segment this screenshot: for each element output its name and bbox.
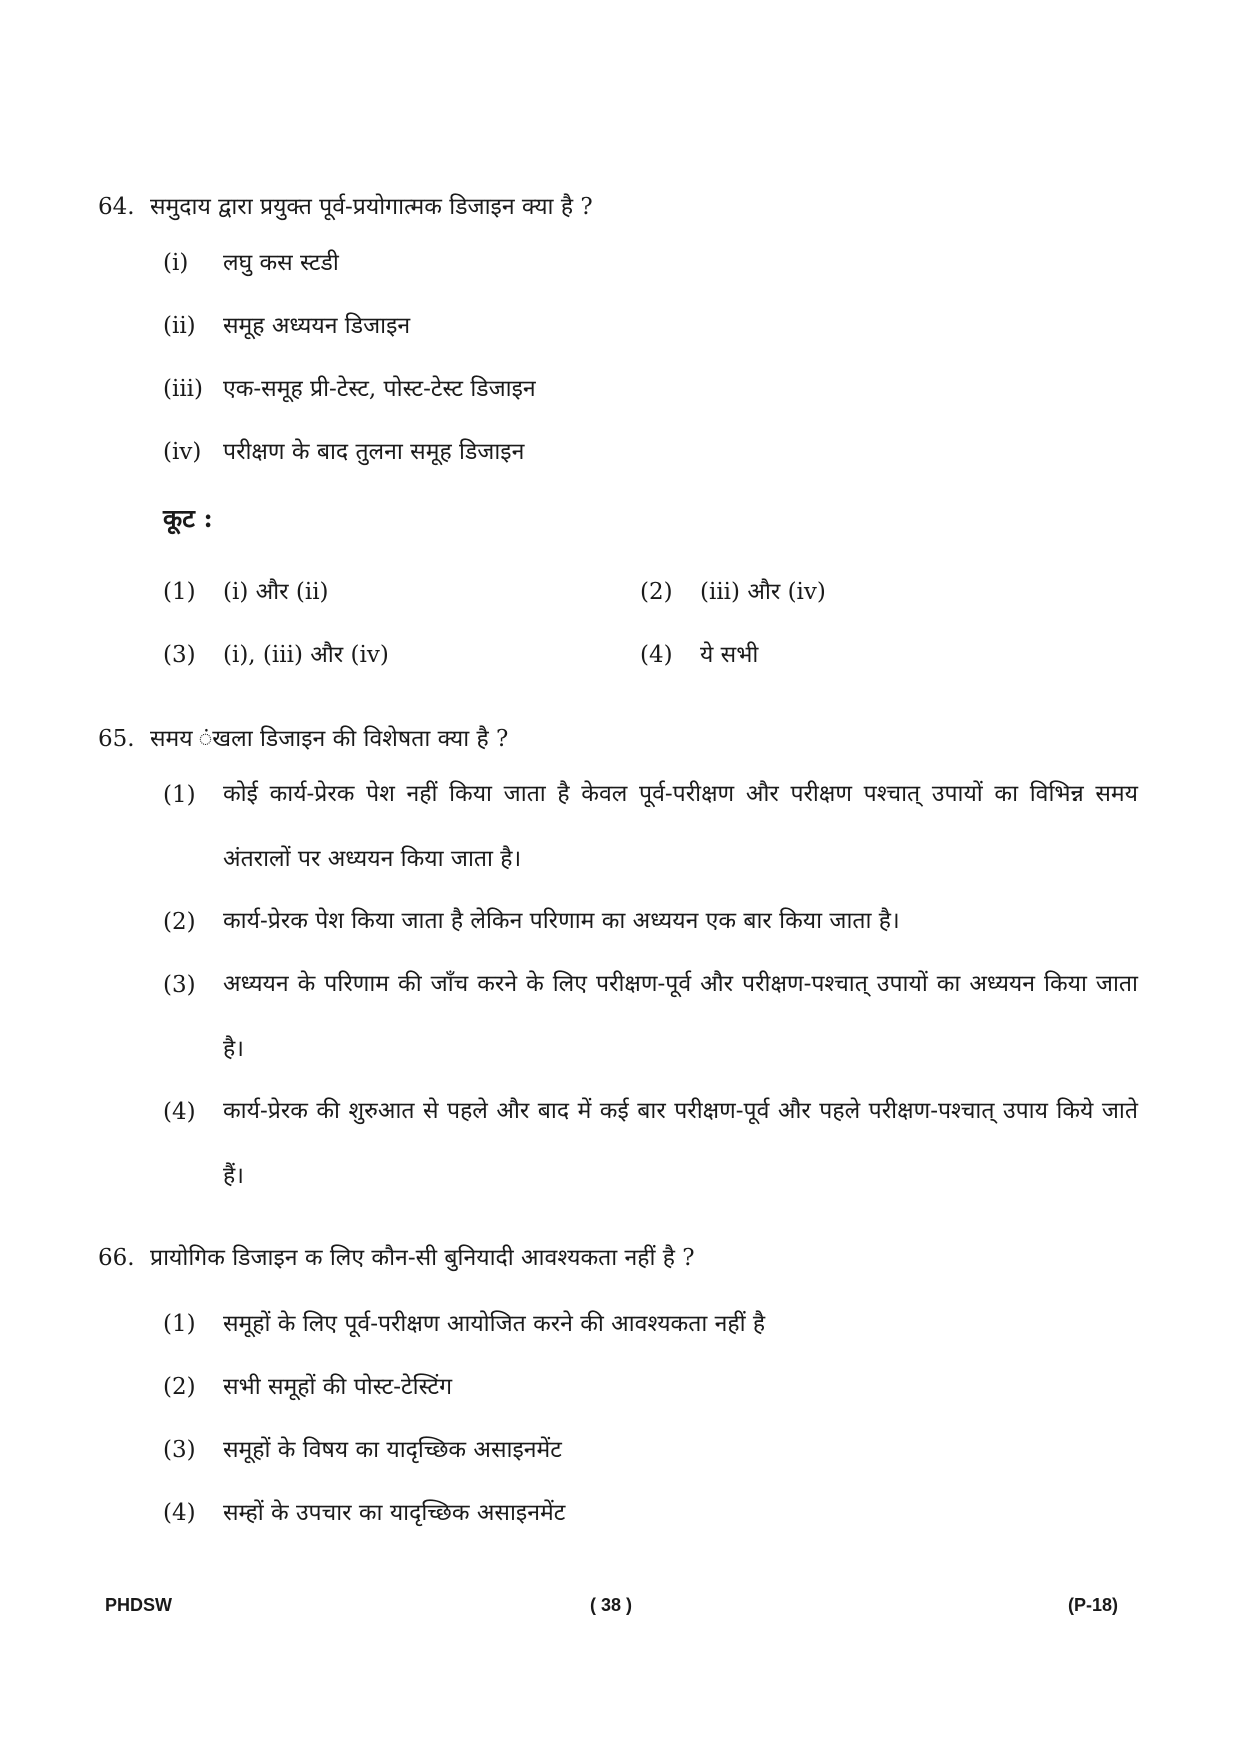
question-text: प्रायोगिक डिजाइन क लिए कौन-सी बुनियादी आवश्यकता नहीं है ? xyxy=(150,1245,695,1271)
option-1: (1) समूहों के लिए पूर्व-परीक्षण आयोजित करने की आवश्यकता नहीं है xyxy=(163,1311,766,1337)
question-number: 66. xyxy=(98,1245,135,1271)
footer-paper-code: PHDSW xyxy=(105,1595,172,1615)
code-label: कूट : xyxy=(163,504,213,533)
statement-ii: (ii) समूह अध्ययन डिजाइन xyxy=(163,313,411,339)
option-1: (1) कोई कार्य-प्रेरक पेश नहीं किया जाता है केवल पूर्व-परीक्षण और परीक्षण पश्चात् उपायों का विभिन्न समय अंतरालों पर अध्ययन किया जाता है। xyxy=(163,781,1138,872)
question-65 xyxy=(98,724,508,754)
question-number: 64. xyxy=(98,194,135,220)
option-3: (3) (i), (iii) और (iv) xyxy=(163,642,389,668)
footer-page-number: ( 38 ) xyxy=(590,1595,633,1615)
footer-set-code: (P-18) xyxy=(1068,1595,1119,1615)
option-4: (4) कार्य-प्रेरक की शुरुआत से पहले और बाद में कई बार परीक्षण-पूर्व और पहले परीक्षण-पश्चात् उपाय किये जाते हैं। xyxy=(163,1098,1138,1189)
option-3: (3) समूहों के विषय का यादृच्छिक असाइनमेंट xyxy=(163,1437,562,1463)
statement-iii: (iii) एक-समूह प्री-टेस्ट, पोस्ट-टेस्ट डिजाइन xyxy=(163,376,536,402)
statement-iv: (iv) परीक्षण के बाद तुलना समूह डिजाइन xyxy=(163,439,525,465)
option-3: (3) अध्ययन के परिणाम की जाँच करने के लिए परीक्षण-पूर्व और परीक्षण-पश्चात् उपायों का अध्ययन किया जाता है। xyxy=(163,971,1138,1062)
option-4: (4) ये सभी xyxy=(640,642,759,668)
question-text: समय ंखला डिजाइन की विशेषता क्या है ? xyxy=(150,726,509,752)
question-text: समुदाय द्वारा प्रयुक्त पूर्व-प्रयोगात्मक डिजाइन क्या है ? xyxy=(150,194,593,220)
option-1: (1) (i) और (ii) xyxy=(163,579,329,605)
question-64 xyxy=(98,192,593,222)
option-2: (2) (iii) और (iv) xyxy=(640,579,826,605)
option-2: (2) सभी समूहों की पोस्ट-टेस्टिंग xyxy=(163,1374,453,1400)
option-2: (2) कार्य-प्रेरक पेश किया जाता है लेकिन परिणाम का अध्ययन एक बार किया जाता है। xyxy=(163,908,900,935)
statement-i: (i) लघु कस स्टडी xyxy=(163,250,339,276)
option-4: (4) सम्हों के उपचार का यादृच्छिक असाइनमेंट xyxy=(163,1500,566,1526)
question-66 xyxy=(98,1243,695,1273)
question-number: 65. xyxy=(98,726,135,752)
